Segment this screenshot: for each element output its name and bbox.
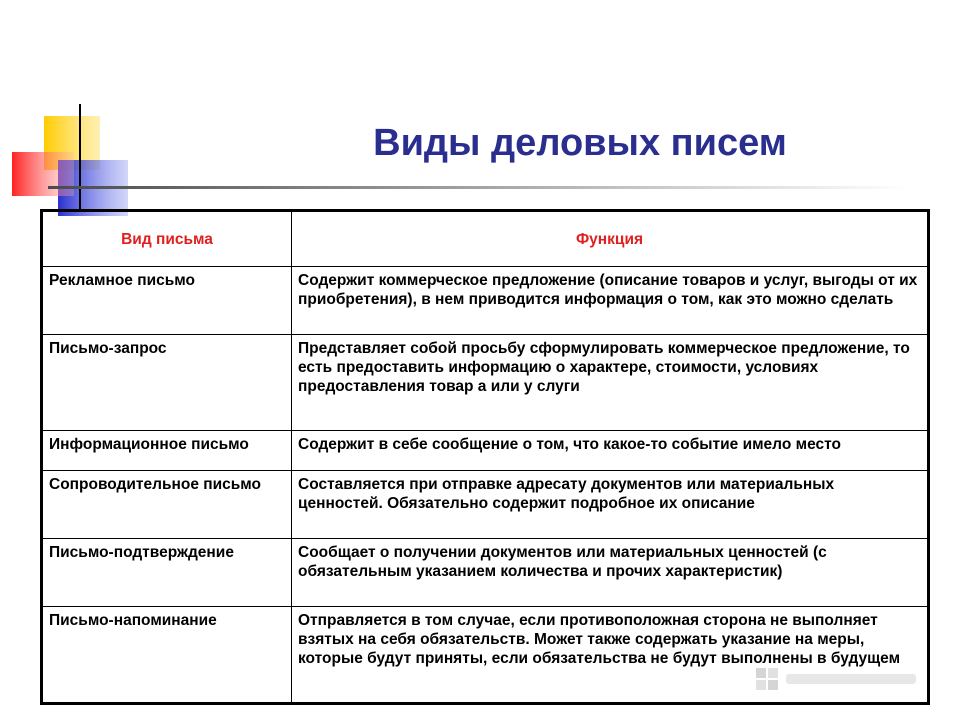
cell-letter-type: Информационное письмо [42,430,292,471]
table-row [42,267,929,335]
watermark-bar [786,674,916,684]
table-row [42,539,929,607]
watermark-mark-2 [768,668,778,678]
cell-function: Отправляется в том случае, если противоположная сторона не выполняет взятых на себя обязательств. Может также содержать указание на меры, которые будут приняты, если обязательства не будут выполнены в будущем [292,607,929,704]
table-row [42,430,929,471]
header-function: Функция [292,211,929,267]
table-row [42,471,929,539]
cell-function: Содержит в себе сообщение о том, что какое-то событие имело место [292,430,929,471]
cell-function: Составляется при отправке адресату документов или материальных ценностей. Обязательно содержит подробное их описание [292,471,929,539]
cell-letter-type: Письмо-напоминание [42,607,292,704]
table-row [42,335,929,431]
watermark-mark-4 [768,680,778,690]
slide-title: Виды деловых писем [373,122,787,164]
cell-function: Сообщает о получении документов или материальных ценностей (с обязательным указанием количества и прочих характеристик) [292,539,929,607]
watermark-logo [754,664,924,694]
title-underline [48,186,908,189]
cell-letter-type: Сопроводительное письмо [42,471,292,539]
red-square [12,152,74,196]
header-letter-type: Вид письма [42,211,292,267]
cell-letter-type: Рекламное письмо [42,267,292,335]
table-header-row [42,211,929,267]
cell-letter-type: Письмо-подтверждение [42,539,292,607]
watermark-mark-1 [756,668,766,678]
cell-function: Содержит коммерческое предложение (описание товаров и услуг, выгоды от их приобретения), в нем приводится информация о том, как это можно сделать [292,267,929,335]
cell-function: Представляет собой просьбу сформулировать коммерческое предложение, то есть предоставить информацию о характере, стоимости, условиях предоставления товар а или у слуги [292,335,929,431]
watermark-mark-3 [756,680,766,690]
letters-table [40,209,930,705]
cell-letter-type: Письмо-запрос [42,335,292,431]
